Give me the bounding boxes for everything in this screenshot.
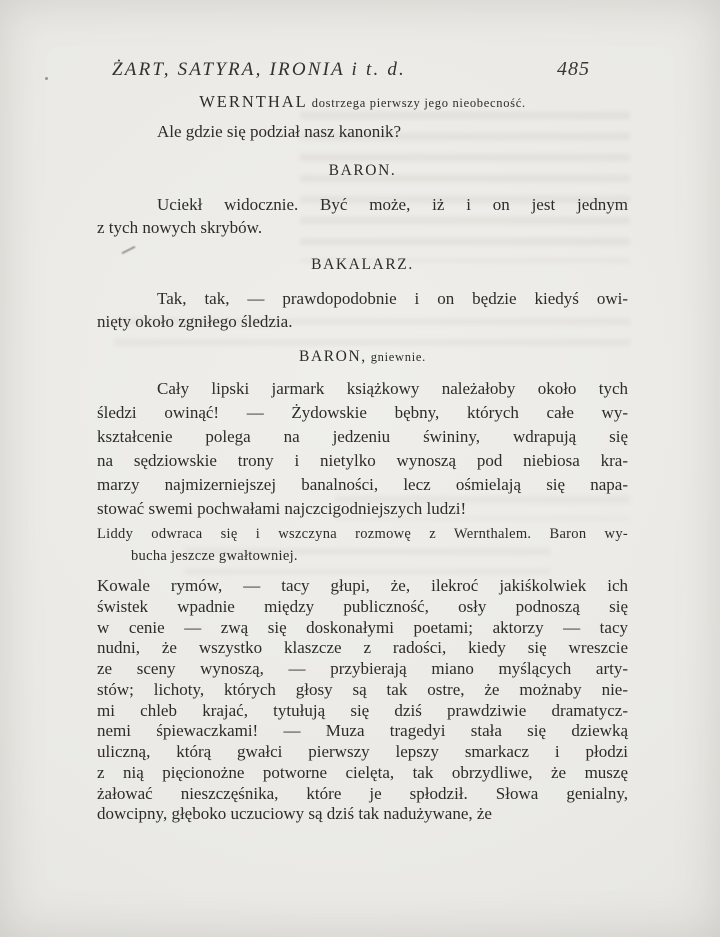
speech-paragraph: [97, 120, 628, 143]
speech-paragraph: [97, 576, 628, 825]
running-header: [97, 58, 628, 81]
speech-paragraph: [97, 287, 628, 333]
text-line: mi chleb krajać, tytułują się dziś prawdziwie dramatycz-: [97, 700, 628, 720]
pencil-mark: [121, 246, 135, 255]
text-line: z nią pięcionożne potworne cielęta, tak obrzydliwe, że muszę: [97, 762, 628, 782]
stage-note: dostrzega pierwszy jego nieobecność.: [311, 96, 526, 110]
text-line: ze sceny wynoszą, — przybierają miano myślących arty-: [97, 659, 628, 678]
page-number: 485: [557, 58, 590, 80]
stage-note: gniewnie.: [370, 350, 426, 364]
speaker-name: BARON,: [299, 348, 367, 365]
text-line: marzy najmizerniejszej banalności, lecz ośmielają się napa-: [97, 475, 628, 494]
text-line: żałować nieszczęśnika, które je spłodził. Słowa genialny,: [97, 783, 628, 803]
text-line: Liddy odwraca się i wszczyna rozmowę z Wernthalem. Baron wy-: [97, 526, 628, 542]
text-line: Kowale rymów, — tacy głupi, że, ilekroć jakiśkolwiek ich: [97, 576, 628, 595]
text-line: śledzi owinąć! — Żydowskie bębny, których całe wy-: [97, 403, 628, 422]
text-line: nudni, że wszystko klaszcze z radości, kiedy się wreszcie: [97, 638, 628, 658]
text-line: stów; lichoty, których głosy są tak ostre, że możnaby nie-: [97, 679, 628, 699]
text-line: uliczną, którą gwałci pierwszy lepszy smarkacz i płodzi: [97, 742, 628, 761]
speaker-name: WERNTHAL: [199, 92, 308, 111]
text-line: stować swemi pochwałami najczcigodniejszych ludzi!: [97, 499, 467, 518]
speaker-cue-baron-angry: [97, 348, 628, 366]
text-line: z tych nowych skrybów.: [97, 218, 263, 237]
stage-direction-paragraph: [97, 524, 628, 567]
text-line: Uciekł widocznie. Być może, iż i on jest jednym: [157, 195, 628, 214]
text-line: Tak, tak, — prawdopodobnie i on będzie kiedyś owi-: [157, 289, 628, 308]
chapter-title: ŻART, SATYRA, IRONIA i t. d.: [112, 59, 407, 80]
speech-paragraph: [97, 377, 628, 521]
text-line: dowcipny, głęboko uczuciowy są dziś tak nadużywane, że: [97, 804, 492, 824]
text-line: nięty około zgniłego śledzia.: [97, 312, 293, 331]
text-line: na sędziowskie trony i nietylko wynoszą pod niebiosa kra-: [97, 451, 628, 470]
speaker-cue-bakalarz: BAKALARZ.: [311, 256, 414, 273]
paper-speck: [45, 77, 48, 80]
text-line: nemi śpiewaczkami! — Muza tragedyi stała się dziewką: [97, 721, 628, 741]
speaker-cue-baron: BARON.: [328, 162, 397, 179]
speech-paragraph: [97, 193, 628, 239]
speaker-cue-wernthal: [97, 92, 628, 112]
text-line: w cenie — zwą się doskonałymi poetami; aktorzy — tacy: [97, 617, 628, 637]
text-line: bucha jeszcze gwałtowniej.: [131, 547, 298, 564]
text-line: Ale gdzie się podział nasz kanonik?: [157, 122, 402, 141]
text-line: kształcenie polega na jedzeniu świniny, wdrapują się: [97, 427, 628, 446]
text-line: świstek wpadnie między publiczność, osły podnoszą się: [97, 596, 628, 616]
text-line: Cały lipski jarmark książkowy należałoby około tych: [157, 379, 628, 398]
